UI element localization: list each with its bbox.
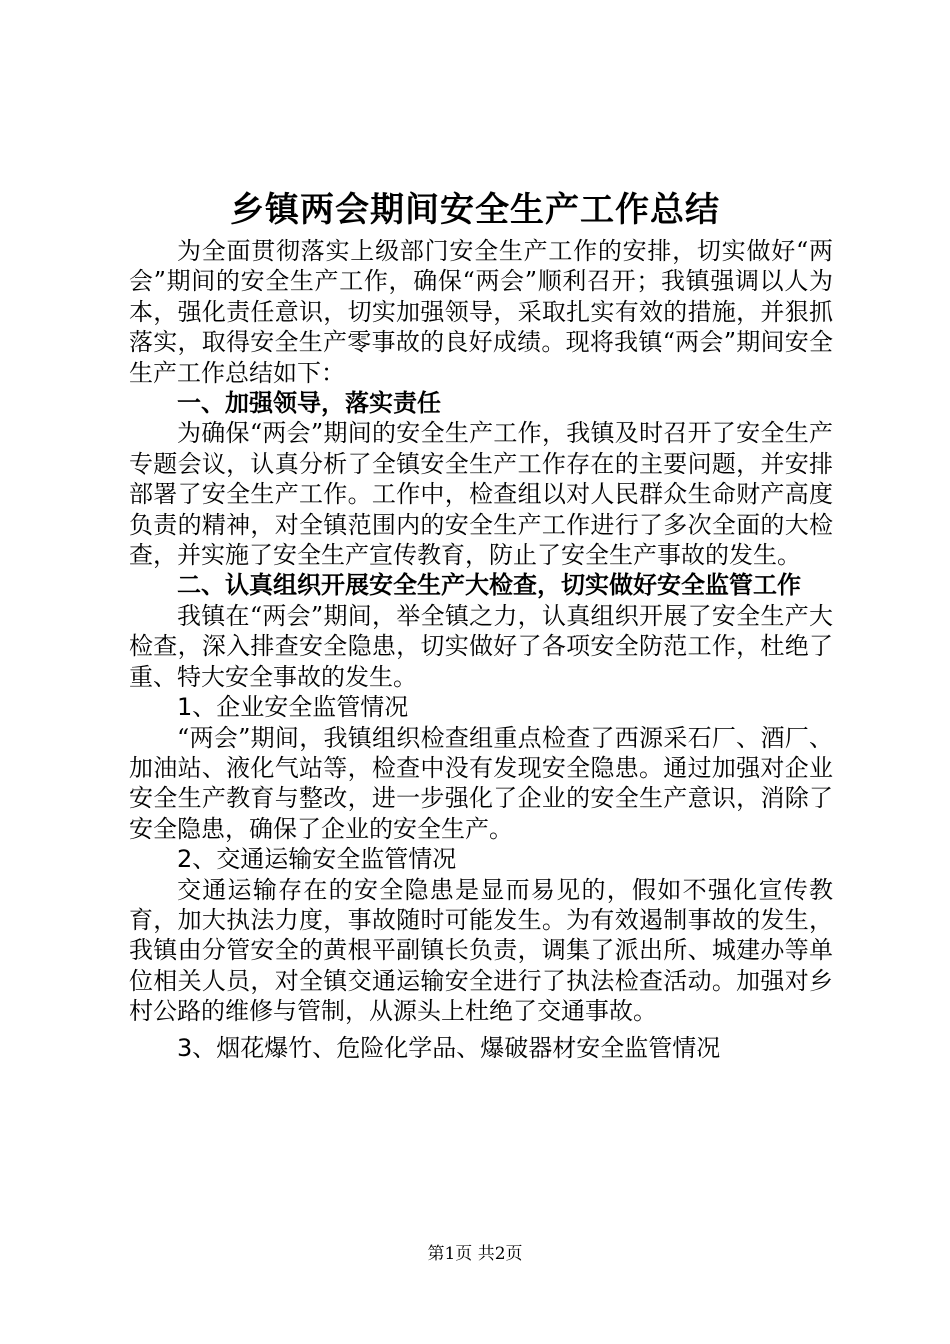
section-1-paragraph: 为确保“两会”期间的安全生产工作，我镇及时召开了安全生产专题会议，认真分析了全镇安全生产工作存在的主要问题，并安排部署了安全生产工作。工作中，检查组以对人民群众生命财产高度负责的精神，对全镇范围内的安全生产工作进行了多次全面的大检查，并实施了安全生产宣传教育，防止了安全生产事故的发生。 (129, 419, 833, 570)
section-heading-1: 一、加强领导，落实责任 (177, 389, 441, 418)
intro-paragraph: 为全面贯彻落实上级部门安全生产工作的安排，切实做好“两会”期间的安全生产工作，确保“两会”顺利召开；我镇强调以人为本，强化责任意识，切实加强领导，采取扎实有效的措施，并狠抓落实，取得安全生产零事故的良好成绩。现将我镇“两会”期间安全生产工作总结如下： (129, 237, 833, 387)
document-title: 乡镇两会期间安全生产工作总结 (230, 190, 720, 230)
document-body (129, 236, 833, 1063)
section-heading-2: 二、认真组织开展安全生产大检查，切实做好安全监管工作 (177, 571, 801, 600)
page-footer: 第1页 共2页 (427, 1244, 523, 1264)
subsection-heading-3: 3、烟花爆竹、危险化学品、爆破器材安全监管情况 (177, 1033, 721, 1062)
subsection-heading-1: 1、企业安全监管情况 (177, 693, 409, 722)
section-2-paragraph: 我镇在“两会”期间，举全镇之力，认真组织开展了安全生产大检查，深入排查安全隐患，切实做好了各项安全防范工作，杜绝了重、特大安全事故的发生。 (129, 601, 833, 691)
subsection-2-paragraph: 交通运输存在的安全隐患是显而易见的，假如不强化宣传教育，加大执法力度，事故随时可能发生。为有效遏制事故的发生，我镇由分管安全的黄根平副镇长负责，调集了派出所、城建办等单位相关人员，对全镇交通运输安全进行了执法检查活动。加强对乡村公路的维修与管制，从源头上杜绝了交通事故。 (129, 875, 833, 1026)
subsection-heading-2: 2、交通运输安全监管情况 (177, 845, 457, 874)
subsection-1-paragraph: “两会”期间，我镇组织检查组重点检查了西源采石厂、酒厂、加油站、液化气站等，检查中没有发现安全隐患。通过加强对企业安全生产教育与整改，进一步强化了企业的安全生产意识，消除了安全隐患，确保了企业的安全生产。 (129, 723, 833, 843)
